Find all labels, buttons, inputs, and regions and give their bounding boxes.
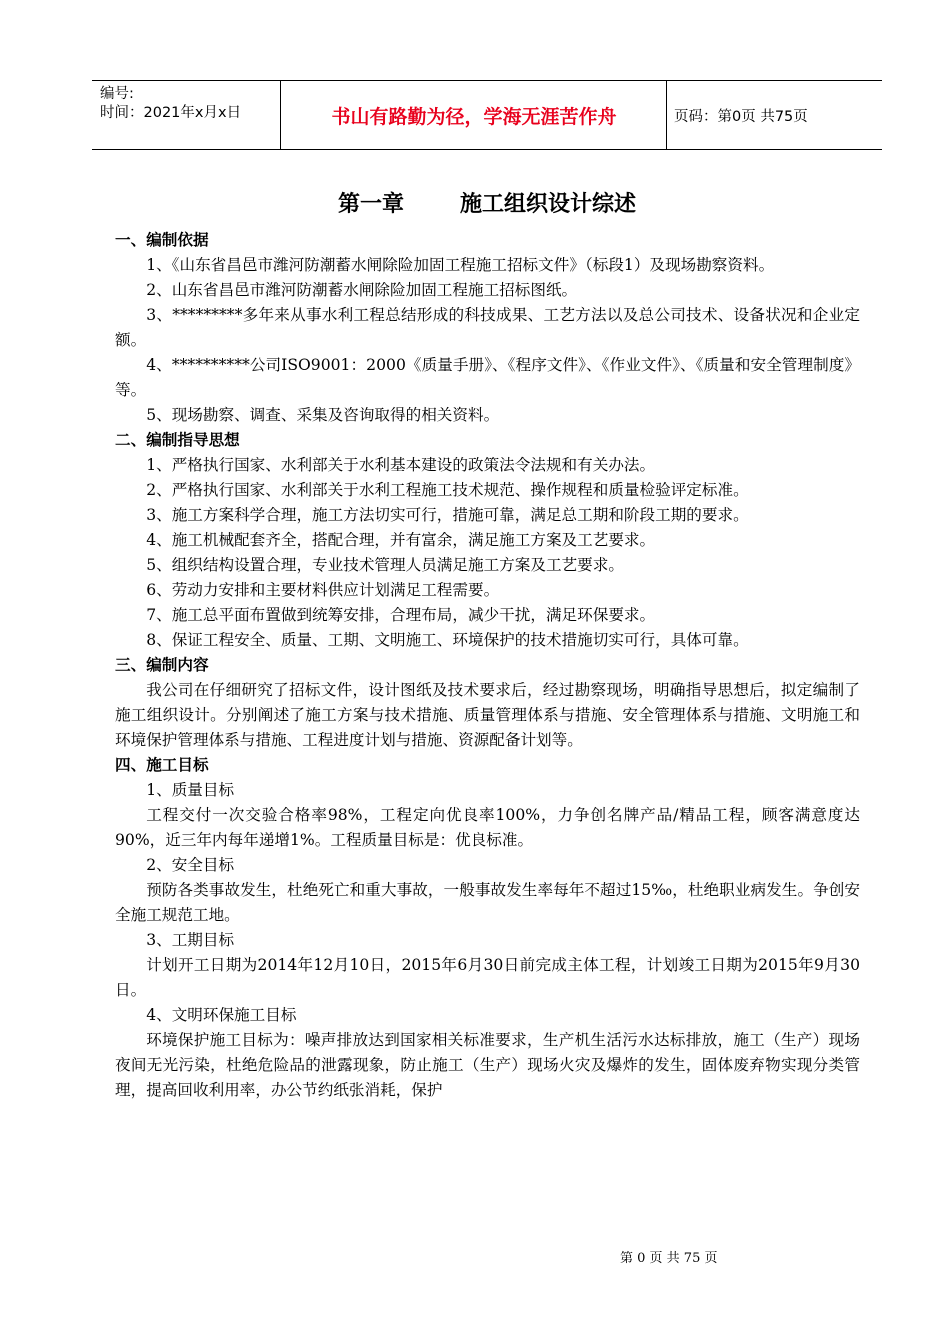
document-body (115, 228, 860, 1103)
body-paragraph: 4、施工机械配套齐全，搭配合理，并有富余，满足施工方案及工艺要求。 (146, 531, 656, 549)
header-motto: 书山有路勤为径，学海无涯苦作舟 (331, 105, 617, 128)
section-heading: 三、编制内容 (115, 656, 209, 674)
body-paragraph: 2、山东省昌邑市潍河防潮蓄水闸除险加固工程施工招标图纸。 (146, 281, 578, 299)
page-header (92, 80, 882, 150)
chapter-name: 施工组织设计综述 (460, 192, 637, 217)
document-number-label: 编号: (100, 86, 134, 102)
section-heading: 一、编制依据 (115, 231, 209, 249)
body-paragraph: 计划开工日期为2014年12月10日，2015年6月30日前完成主体工程，计划竣工日期为2015年9月30日。 (115, 956, 860, 999)
body-paragraph: 7、施工总平面布置做到统筹安排，合理布局，减少干扰，满足环保要求。 (146, 606, 656, 624)
chapter-number: 第一章 (337, 192, 404, 217)
header-divider (666, 81, 667, 149)
body-paragraph: 3、施工方案科学合理，施工方法切实可行，措施可靠，满足总工期和阶段工期的要求。 (146, 506, 749, 524)
header-page-info: 页码：第0页 共75页 (674, 108, 808, 125)
body-paragraph: 4、文明环保施工目标 (146, 1006, 297, 1024)
body-paragraph: 工程交付一次交验合格率98%，工程定向优良率100%，力争创名牌产品/精品工程，顾客满意度达90%，近三年内每年递增1%。工程质量目标是：优良标准。 (115, 806, 860, 849)
body-paragraph: 3、工期目标 (146, 931, 235, 949)
body-paragraph: 环境保护施工目标为：噪声排放达到国家相关标准要求，生产机生活污水达标排放，施工（生产）现场夜间无光污染，杜绝危险品的泄露现象，防止施工（生产）现场火灾及爆炸的发生，固体废弃物实现分类管理，提高回收利用率，办公节约纸张消耗，保护 (115, 1031, 860, 1099)
body-paragraph: 预防各类事故发生，杜绝死亡和重大事故，一般事故发生率每年不超过15‰，杜绝职业病发生。争创安全施工规范工地。 (115, 881, 860, 924)
body-paragraph: 1、质量目标 (146, 781, 235, 799)
body-paragraph: 5、现场勘察、调查、采集及咨询取得的相关资料。 (146, 406, 500, 424)
header-divider (280, 81, 281, 149)
body-paragraph: 1、《山东省昌邑市潍河防潮蓄水闸除险加固工程施工招标文件》（标段1）及现场勘察资料。 (146, 256, 775, 274)
body-paragraph: 1、严格执行国家、水利部关于水利基本建设的政策法令法规和有关办法。 (146, 456, 656, 474)
body-paragraph: 2、安全目标 (146, 856, 235, 874)
body-paragraph: 4、**********公司ISO9001：2000《质量手册》、《程序文件》、《作业文件》、《质量和安全管理制度》等。 (115, 356, 860, 399)
document-time: 时间：2021年x月x日 (100, 105, 242, 121)
body-paragraph: 5、组织结构设置合理，专业技术管理人员满足施工方案及工艺要求。 (146, 556, 624, 574)
header-meta (100, 85, 280, 123)
section-heading: 二、编制指导思想 (115, 431, 240, 449)
page-footer: 第 0 页 共 75 页 (620, 1251, 718, 1266)
body-paragraph: 2、严格执行国家、水利部关于水利工程施工技术规范、操作规程和质量检验评定标准。 (146, 481, 749, 499)
section-heading: 四、施工目标 (115, 756, 209, 774)
chapter-title (0, 187, 950, 218)
body-paragraph: 8、保证工程安全、质量、工期、文明施工、环境保护的技术措施切实可行，具体可靠。 (146, 631, 749, 649)
body-paragraph: 3、*********多年来从事水利工程总结形成的科技成果、工艺方法以及总公司技术、设备状况和企业定额。 (115, 306, 860, 349)
body-paragraph: 6、劳动力安排和主要材料供应计划满足工程需要。 (146, 581, 500, 599)
body-paragraph: 我公司在仔细研究了招标文件，设计图纸及技术要求后，经过勘察现场，明确指导思想后，拟定编制了施工组织设计。分别阐述了施工方案与技术措施、质量管理体系与措施、安全管理体系与措施、文明施工和环境保护管理体系与措施、工程进度计划与措施、资源配备计划等。 (115, 681, 860, 749)
